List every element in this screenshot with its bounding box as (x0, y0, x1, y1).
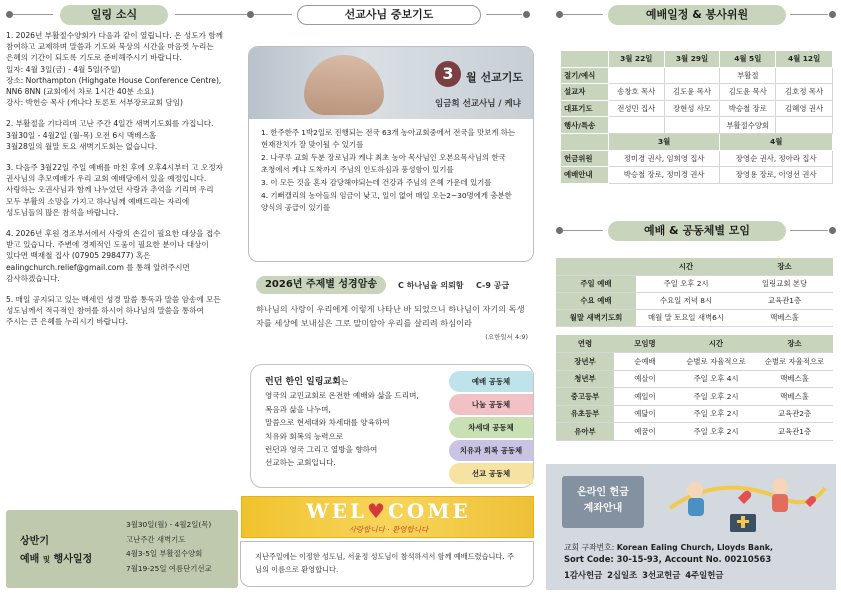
group-age: 청년부 (556, 370, 614, 388)
schedule-cell: 장영용 장로, 이영선 권사 (720, 167, 833, 184)
services-header (552, 216, 838, 244)
church-name-suffix: 는 (340, 377, 349, 386)
prayer-item: 3. 이 모든 것을 혼자 감당해야되는데 건강과 주님의 은혜 가운데 있기를 (261, 178, 492, 187)
prayer-month-label: 월 선교기도 (466, 71, 523, 84)
groups-col-header: 장소 (756, 335, 833, 353)
schedule-col-date: 4월 5일 (720, 51, 776, 68)
schedule-cell: 김호정 목사 (776, 84, 833, 101)
prayer-list (261, 127, 529, 215)
service-name: 주일 예배 (556, 275, 636, 292)
memory-verse-topic: C 하나님을 의뢰함 (398, 281, 464, 290)
schedule-col-date: 4월 12일 (776, 51, 833, 68)
church-vision-line: 영국의 교민교회로 온전한 예배와 삶을 드리며, (265, 391, 419, 401)
prayer-item: 4. 기뻐캘리의 농아들의 임금이 낮고, 일이 없어 매일 오는2~30명에게 충분한 양식의 공급이 있기를 (261, 191, 512, 212)
welcome-word-a: WEL (306, 499, 368, 523)
header-dot-left (6, 11, 13, 18)
bank-account-label (564, 542, 773, 553)
schedule-cell (608, 67, 664, 84)
prayer-header (241, 0, 537, 28)
events-list (126, 518, 212, 576)
services-col-header (556, 258, 636, 275)
community-tag-next-gen: 차세대 공동체 (449, 417, 533, 438)
schedule-col-date: 3월 29일 (664, 51, 720, 68)
events-label-c: 행사일정 (53, 554, 93, 565)
church-vision-line: 선교하는 교회입니다. (265, 458, 336, 468)
bank-label: 교회 구좌번호: (564, 543, 615, 552)
group-age: 중고등부 (556, 388, 614, 406)
service-place: 일링교회 본당 (736, 275, 833, 292)
schedule-cell (776, 67, 833, 84)
church-name: 런던 한인 일링교회 (265, 377, 341, 387)
events-box (6, 510, 238, 588)
services-col-header: 시간 (636, 258, 736, 275)
online-offering (546, 464, 836, 590)
schedule-corner (561, 133, 609, 150)
header-dot-right (523, 11, 530, 18)
news-item-4: 4. 2026년 후원 경조부서에서 사랑의 손길이 필요한 대상을 접수 받고 있습니다. 주변에 경제적인 도움이 필요한 분이나 대상이 있다면 백재철 집사 (07905 298477) 혹은 ealingchurch.relief@gmail.com 를 통해 알려주시면 감사하겠습니다. (6, 229, 221, 283)
church-vision-line: 말씀으로 현세대와 차세대를 양육하여 (265, 418, 390, 428)
schedule-header (552, 0, 838, 28)
header-rule-right (790, 14, 828, 15)
group-age: 유아부 (556, 423, 614, 441)
group-time: 순별로 자율적으로 (676, 353, 756, 371)
services-col-header: 장소 (736, 258, 833, 275)
events-label-b: 및 (42, 555, 51, 564)
offering-badge-line1: 온라인 헌금 (577, 487, 629, 498)
schedule-corner (561, 51, 609, 68)
header-rule-left (13, 14, 53, 15)
header-dot-left (556, 227, 563, 234)
schedule-row-label: 절기/예식 (561, 67, 609, 84)
schedule-cell: 박승철 장로, 정미경 권사 (608, 167, 720, 184)
bank-name: Korean Ealing Church, Lloyds Bank, (616, 543, 773, 552)
prayer-item: 2. 나쿠루 교회 두분 장로님과 케냐 최초 농아 목사님인 오본요목사님의 한국 초청에서 케냐 도착까지 주님의 인도하심과 풍성함이 있기를 (261, 153, 506, 174)
news-item-5: 5. 매일 공지되고 있는 백세인 성경 말씀 통독과 말씀 암송에 모든 성도님께서 적극적인 참여를 하시어 하나님의 말씀을 통하여 주시는 큰 은혜를 누리시기 바랍니다. (6, 295, 221, 327)
header-rule-left (254, 14, 292, 15)
schedule-cell: 김혜영 권사 (776, 100, 833, 117)
group-place: 맥베스홀 (756, 370, 833, 388)
schedule-cell (664, 117, 720, 134)
service-name: 수요 예배 (556, 292, 636, 309)
events-label-line1: 상반기 (20, 536, 49, 547)
groups-col-header: 모임명 (614, 335, 676, 353)
offering-badge-line2: 계좌안내 (583, 503, 623, 514)
group-place: 순별로 자율적으로 (756, 353, 833, 371)
group-name: 예닮이 (614, 405, 676, 423)
news-list (6, 30, 260, 338)
community-tag-worship: 예배 공동체 (449, 371, 533, 392)
schedule-table (560, 50, 833, 184)
group-name: 예살이 (614, 370, 676, 388)
community-tag-healing: 치유과 회복 공동체 (449, 440, 533, 461)
groups-col-header: 시간 (676, 335, 756, 353)
header-dot-right (829, 11, 836, 18)
welcome-heading (242, 499, 535, 523)
schedule-cell: 전성민 집사 (608, 100, 664, 117)
header-rule-left (563, 14, 603, 15)
groups-table (556, 335, 833, 441)
event-item: 4월3-5일 부활절수양회 (126, 549, 203, 558)
header-rule-right (486, 14, 522, 15)
schedule-cell: 장영순 권사, 정아라 집사 (720, 150, 833, 167)
group-place: 맥베스홀 (756, 388, 833, 406)
services-table (556, 258, 833, 327)
news-header (0, 0, 265, 28)
schedule-cell: 부활절 (720, 67, 776, 84)
service-time: 매월 말 토요일 새벽6시 (636, 309, 736, 326)
header-rule-right (790, 230, 828, 231)
prayer-missionary: 임금희 선교사님 / 케냐 (435, 99, 521, 109)
schedule-cell (608, 117, 664, 134)
community-tag-mission: 선교 공동체 (449, 463, 533, 484)
group-time: 주일 오후 2시 (676, 388, 756, 406)
schedule-cell: 김도윤 목사 (720, 84, 776, 101)
memory-verse-text: 하나님의 사랑이 우리에게 이렇게 나타난 바 되었으니 하나님이 자기의 독생자를 세상에 보내심은 그로 말미암아 우리를 살리려 하심이라 (256, 304, 525, 328)
event-item: 3월30일(월) - 4월2일(목) (126, 520, 212, 529)
header-dot-left (247, 11, 254, 18)
schedule-cell (664, 67, 720, 84)
prayer-month-number: 3 (435, 61, 461, 87)
group-time: 주일 오후 2시 (676, 405, 756, 423)
welcome-word-b: COME (387, 499, 471, 523)
schedule-col-date: 3월 22일 (608, 51, 664, 68)
online-offering-badge (562, 476, 644, 528)
schedule-cell: 송창호 목사 (608, 84, 664, 101)
service-name: 월말 새벽기도회 (556, 309, 636, 326)
news-item-3: 3. 다음주 3월22일 주일 예배를 마친 후에 오후4시부터 고 오정자 권사님의 추모예배가 우리 교회 예배당에서 있을 예정입니다. 사랑하는 오권사님과 함께 나누었던 사랑과 추억을 기리며 우리 모두 부활의 소망을 가지고 하나님께 예배드리는 자리에 성도님들의 많은 참석을 바랍니다. (6, 163, 224, 217)
offering-methods: 1감사헌금 2십일조 3선교헌금 4주일헌금 (564, 570, 724, 580)
group-place: 교육관2층 (756, 405, 833, 423)
group-name: 예꿈이 (614, 423, 676, 441)
prayer-item: 1. 한주한주 1박2일로 진행되는 전국 63개 농아교회중에서 전국을 맛보게 하는 현재잔치가 잘 맞이될 수 있기를 (261, 128, 516, 149)
schedule-row-label: 행사/특송 (561, 117, 609, 134)
group-time: 주일 오후 4시 (676, 370, 756, 388)
church-vision-line: 런던과 영국 그리고 열방을 향하여 (265, 445, 378, 455)
event-item: 7월19-25일 여름단기선교 (126, 563, 212, 573)
praying-hands-icon (304, 55, 384, 115)
schedule-cell: 박승철 장로 (720, 100, 776, 117)
schedule-cell: 김도윤 목사 (664, 84, 720, 101)
church-vision-text (265, 375, 435, 470)
schedule-row-label: 헌금위원 (561, 150, 609, 167)
services-title: 예배 & 공동체별 모임 (608, 221, 786, 241)
header-rule-left (563, 230, 603, 231)
news-item-2: 2. 부활절을 기다리며 고난 주간 4일간 새벽기도회를 가집니다. 3월30일 - 4월2일 (월-목) 오전 6시 맥베스홀 3월28일의 월말 토요 새벽기도회는 없습니다. (6, 119, 214, 151)
schedule-cell (776, 117, 833, 134)
schedule-cell: 부활절수양회 (720, 117, 776, 134)
welcome-note: 지난주일에는 이정한 성도님, 서윤정 성도님이 참석하셔서 함께 예배드렸습니다. 주님의 이름으로 환영합니다. (240, 541, 534, 587)
group-age: 장년부 (556, 353, 614, 371)
group-name: 예일이 (614, 388, 676, 406)
welcome-banner (241, 496, 534, 538)
offering-illustration-icon (660, 468, 830, 534)
church-vision-card (250, 364, 534, 488)
schedule-row-label: 예배안내 (561, 167, 609, 184)
community-tag-sharing: 나눔 공동체 (449, 394, 533, 415)
events-label-line2 (20, 550, 92, 565)
schedule-month-col: 3월 (608, 133, 720, 150)
bank-account-number: Sort Code: 30-15-93, Account No. 00210563 (564, 554, 772, 564)
prayer-card (248, 46, 534, 262)
news-title: 일링 소식 (60, 5, 168, 25)
memory-verse (250, 272, 532, 356)
church-vision-line: 복음과 삶을 나누며, (265, 404, 331, 414)
group-name: 순예배 (614, 353, 676, 371)
group-age: 유초등부 (556, 405, 614, 423)
group-time: 주일 오후 2시 (676, 423, 756, 441)
groups-col-header: 연령 (556, 335, 614, 353)
header-dot-left (556, 11, 563, 18)
event-item: 고난주간 새벽기도 (126, 534, 186, 544)
memory-verse-title: 2026년 주제별 성경암송 (256, 276, 386, 294)
news-item-1: 1. 2026년 부활절수양회가 다음과 같이 열립니다. 온 성도가 함께 참여하고 교제하며 말씀과 기도와 묵상의 시간을 마음껏 누리는 은혜의 기간이 되도록 기도로 준비해주시기 바랍니다. 일자: 4월 3일(금) - 4월 5일(주일) 장소: Northampton (Highgate House Conference Centre), NN6 8NN (교회에서 차로 1시간 40분 소요) 강사: 박헌승 목사 (캐나다 토론토 서부장로교회 담임) (6, 31, 224, 108)
church-name-line (265, 375, 435, 389)
schedule-row-label: 대표기도 (561, 100, 609, 117)
service-place: 교육관1층 (736, 292, 833, 309)
heart-icon: ♥ (367, 499, 388, 523)
schedule-title: 예배일정 & 봉사위원 (608, 5, 786, 25)
events-label-a: 예배 (20, 554, 40, 565)
schedule-month-col: 4월 (720, 133, 833, 150)
welcome-script: 사랑합니다 · 환영합니다 (348, 525, 429, 534)
schedule-row-label: 설교자 (561, 84, 609, 101)
memory-verse-code: C-9 공급 (476, 281, 510, 290)
header-dot-right (829, 227, 836, 234)
news-column (0, 0, 265, 327)
service-time: 수요일 저녁 8시 (636, 292, 736, 309)
schedule-cell: 장현성 사모 (664, 100, 720, 117)
prayer-title: 선교사님 중보기도 (297, 5, 481, 25)
group-place: 교육관1층 (756, 423, 833, 441)
schedule-cell: 정미경 권사, 임희영 집사 (608, 150, 720, 167)
service-time: 주일 오후 2시 (636, 275, 736, 292)
memory-verse-citation: (요한일서 4:9) (485, 333, 528, 341)
service-place: 맥베스홀 (736, 309, 833, 326)
church-vision-line: 치유와 회복의 능력으로 (265, 431, 344, 441)
